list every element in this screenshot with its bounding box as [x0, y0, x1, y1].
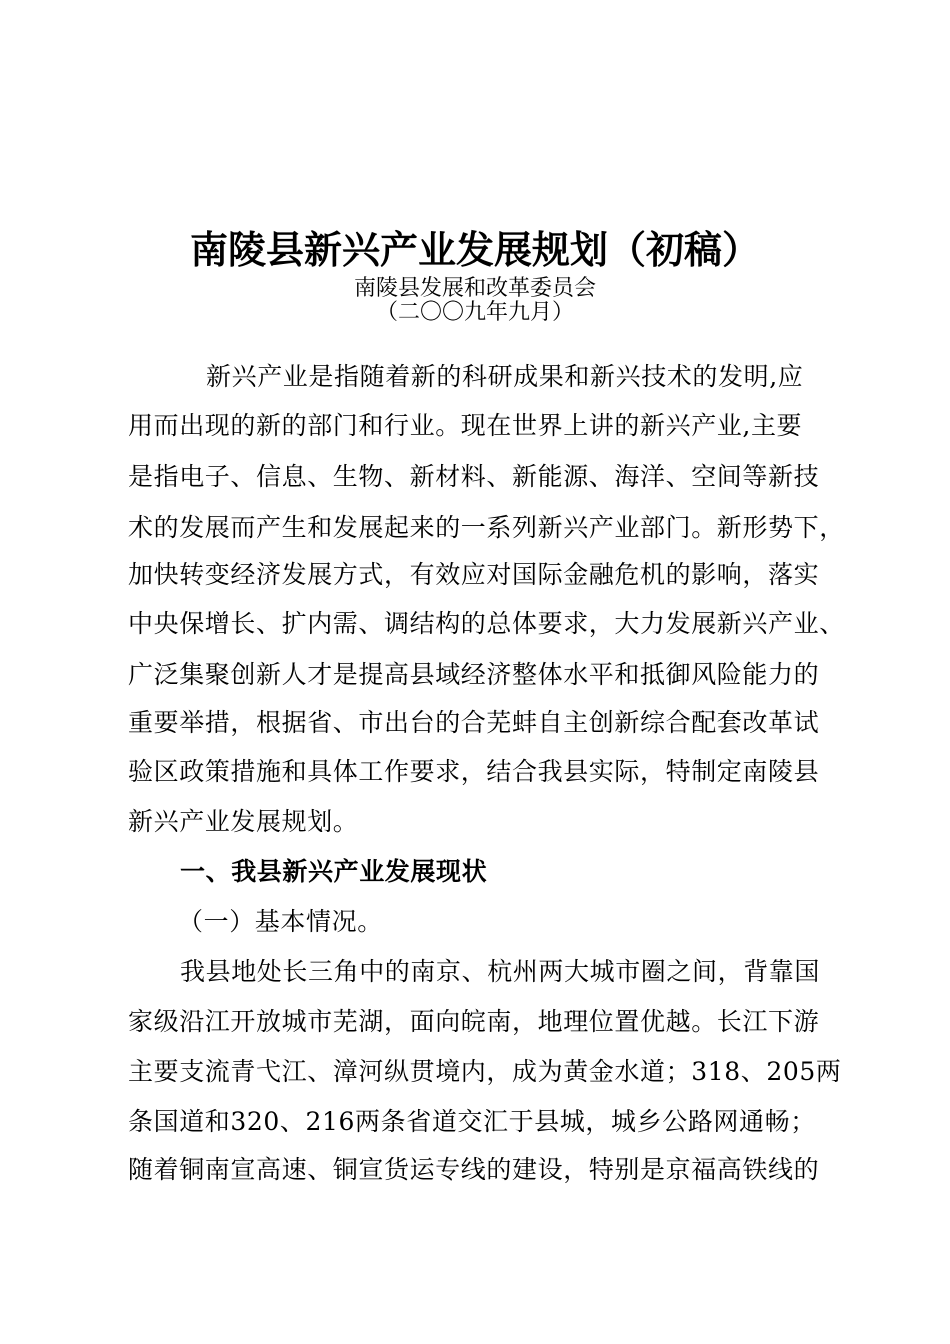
body-line: 条国道和320、216两条省道交汇于县城，城乡公路网通畅；	[128, 1107, 816, 1136]
document-title: 南陵县新兴产业发展规划（初稿）	[189, 227, 760, 272]
section-heading: 一、我县新兴产业发展现状	[180, 857, 488, 886]
intro-line: 术的发展而产生和发展起来的一系列新兴产业部门。新形势下，	[128, 513, 845, 542]
issuer-line: 南陵县发展和改革委员会	[353, 276, 596, 301]
body-line: 我县地处长三角中的南京、杭州两大城市圈之间，背靠国	[180, 957, 821, 986]
body-line: 主要支流青弋江、漳河纵贯境内，成为黄金水道；318、205两	[128, 1057, 842, 1086]
intro-line: 验区政策措施和具体工作要求，结合我县实际，特制定南陵县	[128, 757, 820, 786]
body-line: 随着铜南宣高速、铜宣货运专线的建设，特别是京福高铁线的	[128, 1155, 820, 1184]
intro-line: 是指电子、信息、生物、新材料、新能源、海洋、空间等新技	[128, 462, 820, 491]
intro-line: 新兴产业发展规划。	[128, 807, 359, 836]
intro-line: 加快转变经济发展方式，有效应对国际金融危机的影响，落实	[128, 560, 820, 589]
intro-line: 重要举措，根据省、市出台的合芜蚌自主创新综合配套改革试	[128, 708, 820, 737]
date-line: （二〇〇九年九月）	[375, 300, 574, 325]
intro-line: 用而出现的新的部门和行业。现在世界上讲的新兴产业,主要	[128, 411, 803, 440]
subsection-heading: （一）基本情况。	[178, 907, 383, 936]
intro-line: 中央保增长、扩内需、调结构的总体要求，大力发展新兴产业、	[128, 609, 845, 638]
body-line: 家级沿江开放城市芜湖，面向皖南，地理位置优越。长江下游	[128, 1007, 820, 1036]
intro-line: 新兴产业是指随着新的科研成果和新兴技术的发明,应	[206, 362, 804, 391]
intro-line: 广泛集聚创新人才是提高县域经济整体水平和抵御风险能力的	[128, 660, 820, 689]
